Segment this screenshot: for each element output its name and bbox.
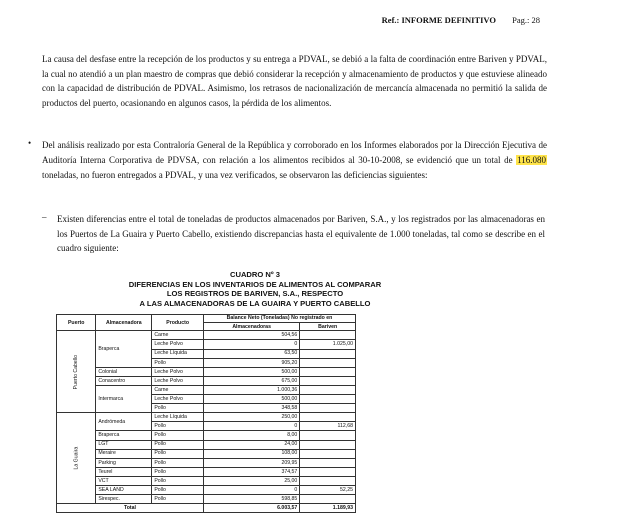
- almacenadoras-value: 598,85: [203, 495, 299, 504]
- bariven-value: [300, 449, 356, 458]
- almacenadoras-value: 63,50: [203, 349, 299, 358]
- bariven-value: [300, 404, 356, 413]
- caption-title-line2: LOS REGISTROS DE BARIVEN, S.A., RESPECTO: [166, 289, 344, 298]
- almacenadoras-value: 500,00: [203, 367, 299, 376]
- producto-cell: Pollo: [152, 485, 204, 494]
- port-label: La Guaira: [73, 446, 80, 470]
- table-row: [57, 331, 356, 340]
- table-row: [57, 467, 356, 476]
- almacenadoras-value: 0: [203, 485, 299, 494]
- producto-cell: Pollo: [152, 440, 204, 449]
- producto-cell: Pollo: [152, 422, 204, 431]
- almacenadora-cell: Sirespec.: [96, 495, 152, 504]
- almacenadora-cell: Braperca: [96, 431, 152, 440]
- almacenadora-cell: Intermarca: [96, 385, 152, 412]
- producto-cell: Leche Polvo: [152, 367, 204, 376]
- almacenadoras-value: 905,20: [203, 358, 299, 367]
- bariven-value: 52,25: [300, 485, 356, 494]
- bariven-value: [300, 376, 356, 385]
- producto-cell: Pollo: [152, 495, 204, 504]
- table-total-row: [57, 504, 356, 513]
- caption-title-line3: A LAS ALMACENADORAS DE LA GUAIRA Y PUERTO CABELLO: [139, 298, 371, 308]
- almacenadoras-value: 374,57: [203, 467, 299, 476]
- almacenadoras-value: 24,00: [203, 440, 299, 449]
- paragraph-causa-desfase: La causa del desfase entre la recepción de los productos y su entrega a PDVAL, se debió a la falta de coordinación entre Bariven y PDVAL, la cual no atendió a un plan maestro de compras que debió considerar la recepción y almacenamiento de productos y que estuviese alineado con la capacidad de distribución de PDVAL. Asimismo, los retrasos de nacionalización de mercancía almacenada no permitió la salida de productos del puerto, ocasionando en algunos casos, la pérdida de los alimentos.: [42, 54, 547, 108]
- table-row: [57, 385, 356, 394]
- almacenadoras-value: 209,95: [203, 458, 299, 467]
- page-header: [382, 15, 540, 25]
- total-almacenadoras: 6.003,57: [203, 504, 299, 513]
- producto-cell: Pollo: [152, 449, 204, 458]
- col-header-almacenadoras: Almacenadoras: [203, 323, 299, 331]
- table-row: [57, 431, 356, 440]
- table-row: [57, 440, 356, 449]
- bariven-value: [300, 367, 356, 376]
- dash-mark: –: [42, 212, 47, 222]
- bariven-value: [300, 431, 356, 440]
- bariven-value: [300, 331, 356, 340]
- table-row: [57, 413, 356, 422]
- producto-cell: Pollo: [152, 458, 204, 467]
- table-row: [57, 458, 356, 467]
- almacenadoras-value: 0: [203, 340, 299, 349]
- almacenadoras-value: 250,00: [203, 413, 299, 422]
- highlighted-tonnage: 116.080: [517, 154, 546, 165]
- producto-cell: Carne: [152, 331, 204, 340]
- bariven-value: 112,68: [300, 422, 356, 431]
- producto-cell: Pollo: [152, 431, 204, 440]
- caption-title-line1: DIFERENCIAS EN LOS INVENTARIOS DE ALIMENTOS AL COMPARAR: [128, 279, 382, 289]
- producto-cell: Pollo: [152, 404, 204, 413]
- almacenadora-cell: LGT: [96, 440, 152, 449]
- col-header-almacenadora: Almacenadora: [96, 315, 152, 331]
- bullet-mark: •: [28, 138, 32, 148]
- bariven-value: [300, 385, 356, 394]
- almacenadoras-value: 8,00: [203, 431, 299, 440]
- producto-cell: Carne: [152, 385, 204, 394]
- bariven-value: [300, 349, 356, 358]
- almacenadora-cell: VCT: [96, 476, 152, 485]
- bariven-value: [300, 413, 356, 422]
- table-row: [57, 476, 356, 485]
- producto-cell: Leche Polvo: [152, 340, 204, 349]
- table-row: [57, 376, 356, 385]
- inventory-table: [56, 314, 356, 513]
- caption-number: CUADRO Nº 3: [229, 270, 281, 279]
- report-reference: Ref.: INFORME DEFINITIVO: [381, 15, 496, 25]
- bariven-value: [300, 458, 356, 467]
- bariven-value: [300, 476, 356, 485]
- port-cell: [57, 413, 96, 504]
- almacenadora-cell: SEA LAND: [96, 485, 152, 494]
- total-bariven: 1.189,93: [300, 504, 356, 513]
- almacenadoras-value: 504,56: [203, 331, 299, 340]
- page-number: Pag.: 28: [512, 15, 540, 25]
- table-row: [57, 485, 356, 494]
- almacenadora-cell: Andrómeda: [96, 413, 152, 431]
- bullet-text-before: Del análisis realizado por esta Contraloría General de la República y corroborado en los Informes elaborados por la Dirección Ejecutiva de Auditoría Interna Corporativa de PDVSA, con relación a los alimentos recibidos al 30-10-2008, se evidenció que un total de: [42, 140, 547, 165]
- almacenadora-cell: Teurel: [96, 467, 152, 476]
- col-header-producto: Producto: [152, 315, 204, 331]
- almacenadora-cell: Colonial: [96, 367, 152, 376]
- table-row: [57, 495, 356, 504]
- producto-cell: Leche Líquida: [152, 349, 204, 358]
- producto-cell: Leche Polvo: [152, 376, 204, 385]
- almacenadora-cell: Braperca: [96, 331, 152, 367]
- table-row: [57, 367, 356, 376]
- bariven-value: [300, 467, 356, 476]
- almacenadoras-value: 108,00: [203, 449, 299, 458]
- bariven-value: [300, 358, 356, 367]
- col-header-balance-group: Balance Neto (Toneladas) No registrado en: [203, 315, 355, 323]
- almacenadoras-value: 1.000,36: [203, 385, 299, 394]
- bullet-text: [42, 138, 547, 182]
- almacenadora-cell: Parking: [96, 458, 152, 467]
- producto-cell: Pollo: [152, 358, 204, 367]
- port-label: Puerto Cabello: [73, 354, 80, 389]
- total-label: Total: [57, 504, 204, 513]
- almacenadoras-value: 348,58: [203, 404, 299, 413]
- col-header-puerto: Puerto: [57, 315, 96, 331]
- bariven-value: 1.025,00: [300, 340, 356, 349]
- almacenadoras-value: 500,00: [203, 395, 299, 404]
- almacenadoras-value: 0: [203, 422, 299, 431]
- producto-cell: Pollo: [152, 476, 204, 485]
- bariven-value: [300, 395, 356, 404]
- bariven-value: [300, 440, 356, 449]
- almacenadora-cell: Conacentro: [96, 376, 152, 385]
- bariven-value: [300, 495, 356, 504]
- producto-cell: Pollo: [152, 467, 204, 476]
- dash-text: Existen diferencias entre el total de toneladas de productos almacenados por Bariven, S.A., y los registrados por las almacenadoras en los Puertos de La Guaira y Puerto Cabello, existiendo discrepancias hasta el equivalente de 1.000 toneladas, tal como se describe en el cuadro siguiente:: [57, 214, 545, 254]
- almacenadora-cell: Meraire: [96, 449, 152, 458]
- producto-cell: Leche Líquida: [152, 413, 204, 422]
- table-row: [57, 449, 356, 458]
- almacenadoras-value: 675,00: [203, 376, 299, 385]
- table-caption: [60, 270, 450, 308]
- almacenadoras-value: 25,00: [203, 476, 299, 485]
- producto-cell: Leche Polvo: [152, 395, 204, 404]
- col-header-bariven: Bariven: [300, 323, 356, 331]
- bullet-text-after: toneladas, no fueron entregados a PDVAL, y una vez verificados, se observaron las deficiencias siguientes:: [42, 169, 428, 180]
- port-cell: [57, 331, 96, 413]
